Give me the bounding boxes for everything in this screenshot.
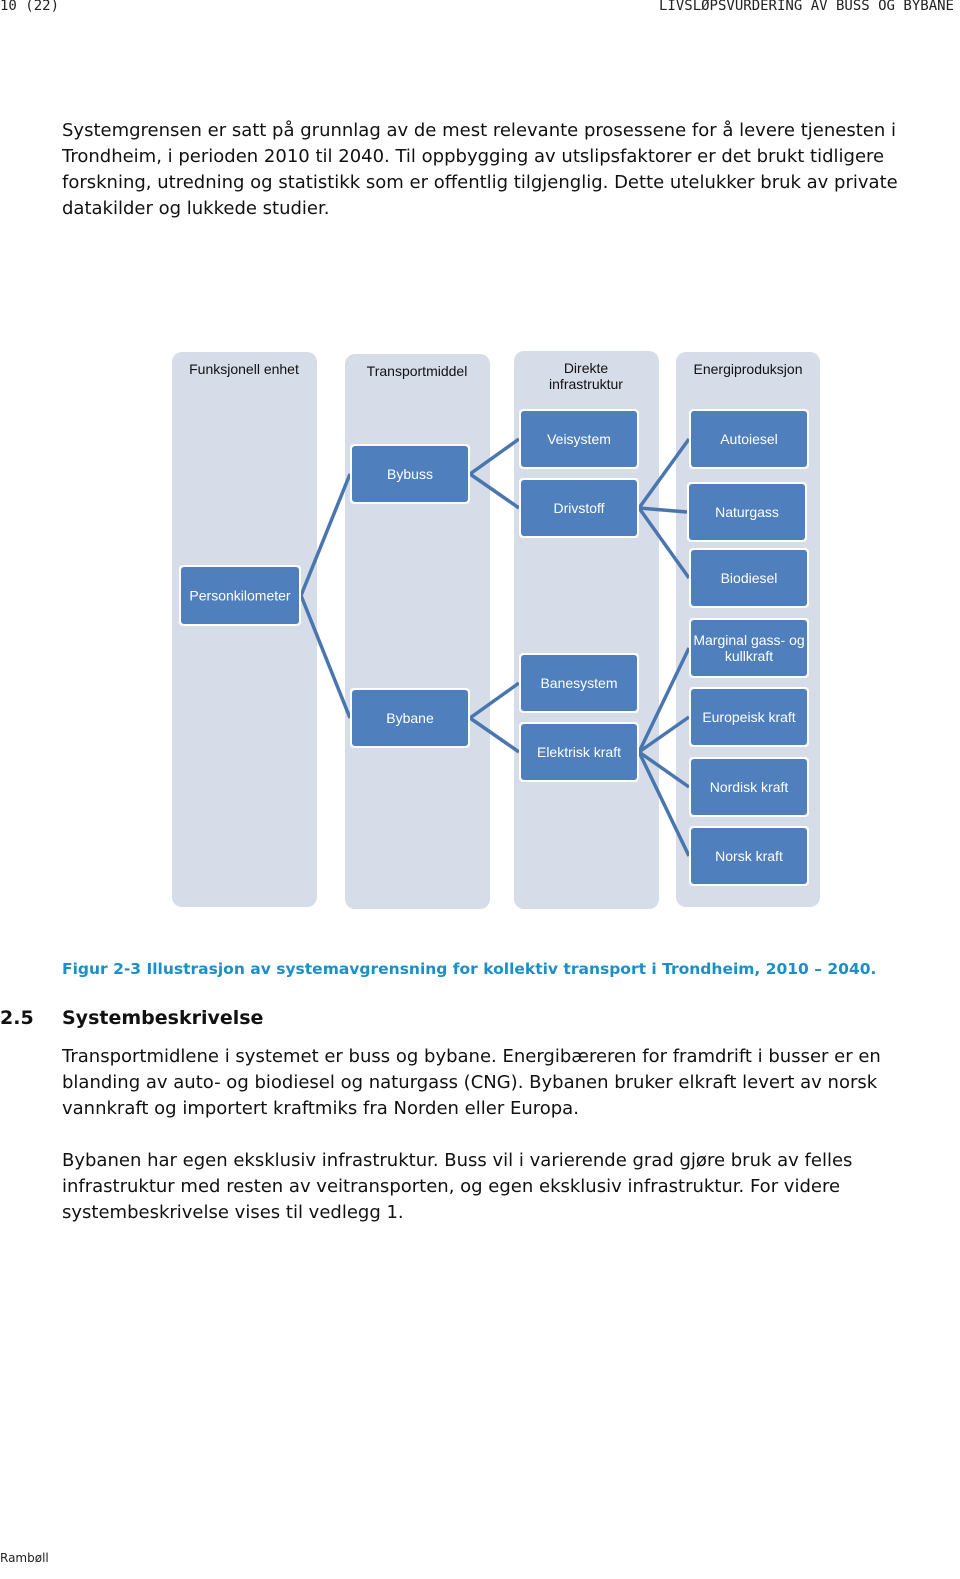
page-number: 10 (22) bbox=[0, 0, 60, 14]
node-label-marginal: Marginal gass- og kullkraft bbox=[693, 631, 805, 665]
section-title: Systembeskrivelse bbox=[62, 1007, 264, 1029]
column-label-col2: Transportmiddel bbox=[366, 363, 468, 379]
intro-paragraph: Systemgrensen er satt på grunnlag av de mest relevante prosessene for å levere tjenesten i Trondheim, i perioden 2010 til 2040. Til oppbygging av utslipsfaktorer er det brukt tidligere forskning, utredning og statistikk som er offentlig tilgjenglig. Dette utelukker bruk av private datakilder og lukkede studier. bbox=[62, 120, 898, 219]
column-label-col3: Direkte infrastruktur bbox=[549, 360, 623, 393]
body-paragraph-1: Transportmidlene i systemet er buss og bybane. Energibæreren for framdrift i busser er en blanding av auto- og biodiesel og naturgass (CNG). Bybanen bruker elkraft levert av norsk vannkraft og importert kraftmiks fra Norden eller Europa. bbox=[62, 1046, 881, 1119]
section-number: 2.5 bbox=[0, 1007, 34, 1029]
node-label-nordisk: Nordisk kraft bbox=[709, 779, 789, 795]
node-label-europeisk: Europeisk kraft bbox=[702, 709, 796, 725]
column-col1 bbox=[172, 352, 317, 907]
node-label-autoiesel: Autoiesel bbox=[720, 431, 778, 447]
column-label-col4: Energiproduksjon bbox=[693, 361, 803, 377]
footer-company: Rambøll bbox=[0, 1551, 49, 1565]
column-label-col1: Funksjonell enhet bbox=[189, 361, 299, 377]
node-label-biodiesel: Biodiesel bbox=[720, 570, 778, 586]
figure-caption: Figur 2-3 Illustrasjon av systemavgrensning for kollektiv transport i Trondheim, 2010 – 2040. bbox=[62, 960, 877, 978]
node-label-bybuss: Bybuss bbox=[387, 466, 433, 482]
node-label-naturgass: Naturgass bbox=[715, 504, 779, 520]
column-col2 bbox=[345, 354, 490, 909]
body-paragraph-2: Bybanen har egen eksklusiv infrastruktur. Buss vil i varierende grad gjøre bruk av felles infrastruktur med resten av veitransporten, og egen eksklusiv infrastruktur. For videre systembeskrivelse vises til vedlegg 1. bbox=[62, 1150, 853, 1223]
node-label-drivstoff: Drivstoff bbox=[553, 500, 605, 516]
node-label-elektrisk: Elektrisk kraft bbox=[536, 744, 622, 760]
node-label-banesystem: Banesystem bbox=[540, 675, 618, 691]
node-label-personkm: Personkilometer bbox=[189, 587, 291, 604]
node-label-bybane: Bybane bbox=[386, 710, 434, 726]
node-label-norsk: Norsk kraft bbox=[715, 848, 783, 864]
document-title: LIVSLØPSVURDERING AV BUSS OG BYBANE bbox=[658, 0, 954, 14]
node-label-veisystem: Veisystem bbox=[547, 431, 611, 447]
